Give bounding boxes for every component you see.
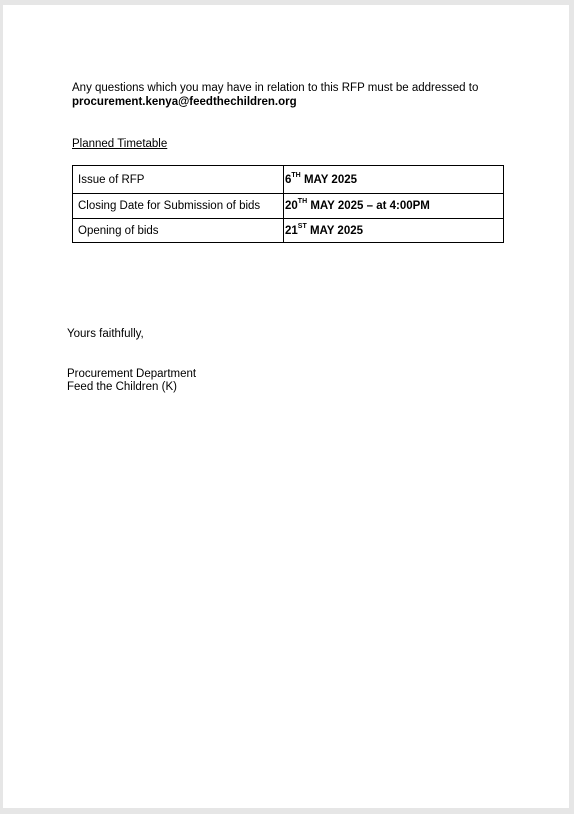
row-date bbox=[284, 166, 504, 194]
timetable-heading: Planned Timetable bbox=[72, 138, 168, 150]
date-day: 21 bbox=[285, 224, 298, 237]
date-suffix: ST bbox=[297, 222, 307, 230]
date-suffix: TH bbox=[297, 198, 308, 205]
signature-block bbox=[67, 368, 196, 394]
signature-organization: Feed the Children (K) bbox=[67, 381, 177, 393]
date-day: 20 bbox=[285, 200, 298, 212]
row-date bbox=[284, 194, 504, 219]
date-day: 6 bbox=[285, 173, 292, 186]
table-row bbox=[73, 166, 504, 194]
closing-salutation: Yours faithfully, bbox=[67, 328, 144, 340]
date-suffix: TH bbox=[291, 171, 301, 179]
timetable-table bbox=[72, 165, 504, 243]
date-rest: MAY 2025 bbox=[300, 173, 358, 186]
row-label: Closing Date for Submission of bids bbox=[73, 194, 284, 219]
row-label: Opening of bids bbox=[73, 219, 284, 243]
date-rest: MAY 2025 bbox=[306, 224, 364, 237]
signature-department: Procurement Department bbox=[67, 368, 197, 380]
contact-email: procurement.kenya@feedthechildren.org bbox=[72, 96, 297, 108]
table-row bbox=[73, 194, 504, 219]
row-date bbox=[284, 219, 504, 243]
row-label: Issue of RFP bbox=[73, 166, 284, 194]
intro-paragraph bbox=[72, 81, 478, 109]
date-rest: MAY 2025 – at 4:00PM bbox=[307, 200, 430, 212]
table-row bbox=[73, 219, 504, 243]
intro-text: Any questions which you may have in relation to this RFP must be addressed to bbox=[72, 82, 479, 94]
document-page bbox=[3, 5, 569, 808]
